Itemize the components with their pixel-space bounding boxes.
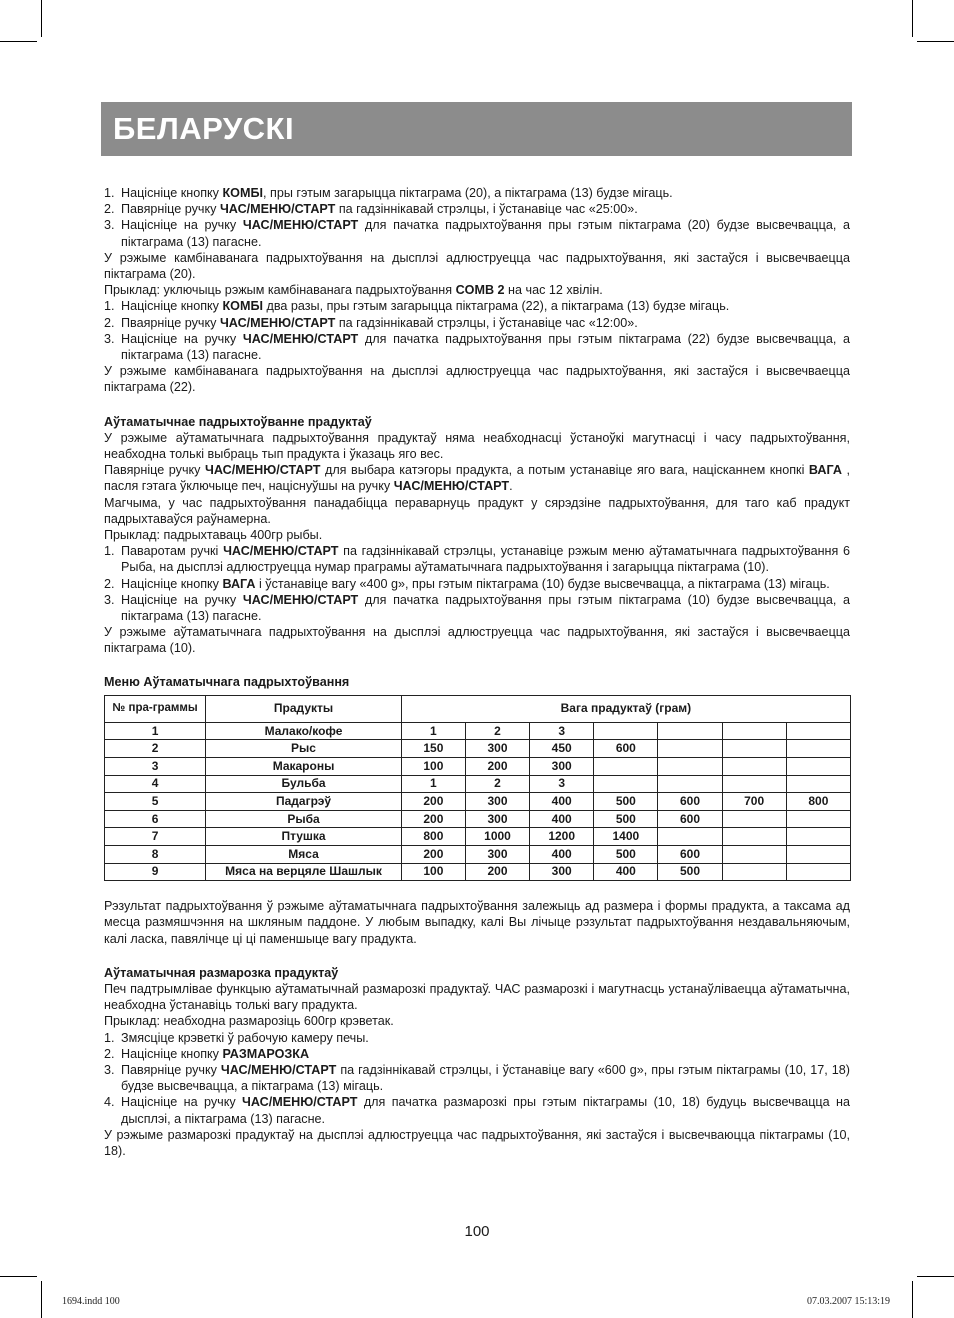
table-cell: [722, 828, 786, 846]
table-cell: 400: [530, 846, 594, 864]
list-text: Пваярніце ручку ЧАС/МЕНЮ/СТАРТ па гадзіннікавай стрэлцы, і ўстанавіце час «12:00».: [121, 315, 638, 330]
table-cell: 2: [465, 722, 529, 740]
table-row: [105, 793, 851, 811]
paragraph: Прыклад: уключыць рэжым камбінаванага падрыхтоўвання COMB 2 на час 12 хвілін.: [104, 283, 603, 298]
table-row: [105, 740, 851, 758]
list-text: Націсніце кнопку РАЗМАРОЗКА: [121, 1046, 310, 1061]
table-cell: 200: [401, 793, 465, 811]
table-cell: Падагрэў: [206, 793, 402, 811]
section-combined-cooking: [104, 185, 850, 396]
list-item: [104, 576, 850, 592]
table-cell: 200: [465, 863, 529, 881]
table-cell: 700: [722, 793, 786, 811]
section-result-note: [104, 898, 850, 947]
file-info: 1694.indd 100: [62, 1296, 120, 1307]
table-cell: Макароны: [206, 758, 402, 776]
crop-mark: [917, 41, 954, 42]
table-cell: 300: [530, 863, 594, 881]
bold-term: ЧАС/МЕНЮ/СТАРТ: [242, 218, 359, 233]
list-text: Націсніце на ручку ЧАС/МЕНЮ/СТАРТ для пачатка падрыхтоўвання пры гэтым піктаграма (22) будзе высвечвацца, а піктаграма (13) пагасне.: [121, 331, 850, 363]
table-cell: 7: [105, 828, 206, 846]
paragraph: Павярніце ручку ЧАС/МЕНЮ/СТАРТ для выбара катэгоры прадукта, а потым устанавіце яго вага, націсканнем кнопкі ВАГА , пасля гэтага ўключыце печ, націснуўшы на ручку ЧАС/МЕНЮ/СТАРТ.: [104, 463, 850, 494]
bold-term: ЧАС/МЕНЮ/СТАРТ: [220, 1063, 337, 1078]
page-number: 100: [464, 1223, 490, 1240]
table-cell: 1: [401, 722, 465, 740]
table-cell: 400: [530, 810, 594, 828]
list-number: 2.: [104, 1046, 115, 1061]
table-cell: [722, 722, 786, 740]
table-cell: [722, 758, 786, 776]
crop-mark: [0, 1276, 37, 1277]
table-cell: 500: [594, 846, 658, 864]
table-cell: [594, 775, 658, 793]
list-number: 1.: [104, 544, 115, 559]
list-item: [104, 1062, 850, 1094]
table-cell: 200: [465, 758, 529, 776]
table-row: [105, 775, 851, 793]
list-item: [104, 543, 850, 575]
timestamp: 07.03.2007 15:13:19: [806, 1296, 890, 1307]
list-item: [104, 185, 850, 201]
table-cell: 2: [105, 740, 206, 758]
list-text: Павярніце ручку ЧАС/МЕНЮ/СТАРТ па гадзіннікавай стрэлцы, і ўстанавіце вагу «600 g», пры гэтым піктаграмы (10, 17, 18) будзе высвечвацца, а піктаграма (13) мігаць.: [121, 1063, 850, 1094]
list-text: Націсніце на ручку ЧАС/МЕНЮ/СТАРТ для пачатка размарозкі пры гэтым піктаграмы (10, 18) будуць высвечвацца на дысплэі, а піктаграма (13) пагасне.: [121, 1095, 850, 1126]
header-bar: [101, 102, 852, 156]
table-cell: [722, 863, 786, 881]
list-item: [104, 201, 850, 217]
table-cell: 2: [465, 775, 529, 793]
table-cell: Бульба: [206, 775, 402, 793]
table-cell: 100: [401, 758, 465, 776]
list-number: 4.: [104, 1095, 115, 1110]
list-text: Паваротам ручкі ЧАС/МЕНЮ/СТАРТ па гадзіннікавай стрэлцы, устанавіце рэжым меню аўтаматычнага падрыхтоўвання 6 Рыба, на дысплэі адлюструецца нумар праграмы аўтаматычнага падрыхтоўвання і загарыцца піктаграма (10).: [121, 544, 851, 575]
paragraph: Магчыма, у час падрыхтоўвання панадабіцца пераварнуць прадукт у сярэдзіне падрыхтоўвання, для таго каб прадукт падрыхтаваўся раўнамерна.: [104, 495, 850, 526]
list-item: [104, 1030, 850, 1046]
bold-term: РАЗМАРОЗКА: [222, 1046, 310, 1061]
column-header: № пра-граммы: [105, 695, 206, 722]
bold-term: COMB 2: [455, 283, 505, 298]
table-cell: 300: [465, 740, 529, 758]
table-cell: [658, 758, 722, 776]
list-number: 1.: [104, 299, 115, 314]
table-cell: [722, 775, 786, 793]
table-cell: [594, 758, 658, 776]
bold-term: ЧАС/МЕНЮ/СТАРТ: [219, 202, 336, 217]
list-text: Націсніце на ручку ЧАС/МЕНЮ/СТАРТ для пачатка падрыхтоўвання пры гэтым піктаграма (10) будзе высвечвацца, а піктаграма (13) пагасне.: [121, 592, 850, 624]
list-item: [104, 1094, 850, 1126]
table-cell: 400: [594, 863, 658, 881]
table-cell: 200: [401, 846, 465, 864]
paragraph: Прыклад: падрыхтаваць 400гр рыбы.: [104, 528, 323, 543]
table-header-row: [105, 695, 851, 722]
paragraph: Прыклад: неабходна размарозіць 600гр крэветак.: [104, 1014, 394, 1029]
column-header: Вага прадуктаў (грам): [401, 695, 850, 722]
table-cell: 3: [105, 758, 206, 776]
table-cell: 500: [594, 793, 658, 811]
table-cell: 300: [465, 810, 529, 828]
bold-term: ВАГА: [222, 576, 256, 591]
table-cell: 150: [401, 740, 465, 758]
list-number: 3.: [104, 331, 115, 346]
table-cell: [786, 758, 850, 776]
table-cell: [722, 740, 786, 758]
list-item: [104, 331, 850, 363]
table-cell: [722, 846, 786, 864]
list-text: Змясціце крэветкі ў рабочую камеру печы.: [121, 1030, 369, 1045]
table-cell: 600: [658, 846, 722, 864]
table-cell: [786, 863, 850, 881]
section-heading: Аўтаматычная размарозка прадуктаў: [104, 965, 339, 980]
table-cell: Мяса: [206, 846, 402, 864]
table-cell: 300: [530, 758, 594, 776]
crop-mark: [917, 1276, 954, 1277]
auto-cook-table: [104, 695, 851, 881]
list-item: [104, 217, 850, 249]
table-cell: 4: [105, 775, 206, 793]
table-cell: 400: [530, 793, 594, 811]
list-number: 1.: [104, 1030, 115, 1045]
crop-mark: [41, 1281, 42, 1318]
crop-mark: [41, 0, 42, 37]
table-cell: 600: [594, 740, 658, 758]
table-cell: [658, 740, 722, 758]
crop-mark: [912, 1281, 913, 1318]
table-cell: 500: [658, 863, 722, 881]
table-cell: 300: [465, 846, 529, 864]
table-row: [105, 863, 851, 881]
list-item: [104, 592, 850, 624]
list-number: 2.: [104, 315, 115, 330]
table-cell: 1: [105, 722, 206, 740]
list-number: 1.: [104, 186, 115, 200]
table-cell: 200: [401, 810, 465, 828]
list-item: [104, 298, 850, 314]
table-row: [105, 810, 851, 828]
list-text: Націсніце кнопку КОМБІ два разы, пры гэтым загарыцца піктаграма (22), а піктаграма (13) будзе мігаць.: [121, 299, 730, 314]
paragraph: Печ падтрымлівае функцыю аўтаматычнай размарозкі прадуктаў. ЧАС размарозкі і магутнасць устанаўліваецца аўтаматычна, неабходна ўстанавіць толькі вагу прадукта.: [104, 982, 850, 1013]
crop-mark: [0, 41, 37, 42]
crop-mark: [912, 0, 913, 37]
table-cell: 800: [786, 793, 850, 811]
table-cell: 600: [658, 810, 722, 828]
table-cell: [786, 810, 850, 828]
table-row: [105, 722, 851, 740]
list-number: 2.: [104, 202, 115, 217]
page-title: БЕЛАРУСКІ: [113, 111, 295, 146]
table-cell: [786, 775, 850, 793]
table-cell: 300: [465, 793, 529, 811]
table-cell: Рыба: [206, 810, 402, 828]
table-cell: 1: [401, 775, 465, 793]
bold-term: ВАГА: [808, 463, 842, 478]
main-content: [104, 185, 850, 1159]
table-cell: 1200: [530, 828, 594, 846]
table-cell: 100: [401, 863, 465, 881]
column-header: Прадукты: [206, 695, 402, 722]
list-item: [104, 315, 850, 331]
bold-term: ЧАС/МЕНЮ/СТАРТ: [219, 315, 336, 330]
table-cell: 1000: [465, 828, 529, 846]
bold-term: ЧАС/МЕНЮ/СТАРТ: [205, 463, 321, 478]
table-row: [105, 846, 851, 864]
table-cell: [786, 828, 850, 846]
section-heading: Аўтаматычнае падрыхтоўванне прадуктаў: [104, 414, 372, 429]
list-text: Націсніце на ручку ЧАС/МЕНЮ/СТАРТ для пачатка падрыхтоўвання пры гэтым піктаграма (20) будзе высвечвацца, а піктаграма (13) пагасне.: [121, 218, 850, 249]
section-auto-defrost: [104, 981, 850, 1159]
table-row: [105, 828, 851, 846]
table-cell: 8: [105, 846, 206, 864]
table-cell: 5: [105, 793, 206, 811]
bold-term: ЧАС/МЕНЮ/СТАРТ: [242, 592, 359, 607]
list-number: 3.: [104, 1063, 115, 1078]
list-text: Павярніце ручку ЧАС/МЕНЮ/СТАРТ па гадзіннікавай стрэлцы, і ўстанавіце час «25:00».: [121, 202, 638, 217]
table-cell: 3: [530, 775, 594, 793]
table-cell: Малако/кофе: [206, 722, 402, 740]
list-number: 3.: [104, 218, 115, 233]
table-cell: [786, 722, 850, 740]
paragraph: У рэжыме аўтаматычнага падрыхтоўвання на дысплэі адлюструецца час падрыхтоўвання, які застаўся і высвечваецца піктаграма (10).: [104, 625, 850, 656]
table-cell: 600: [658, 793, 722, 811]
table-cell: 450: [530, 740, 594, 758]
table-cell: [658, 722, 722, 740]
table-cell: 6: [105, 810, 206, 828]
list-text: Націсніце кнопку КОМБІ, пры гэтым загарыцца піктаграма (20), а піктаграма (13) будзе мігаць.: [121, 186, 673, 200]
list-text: Націсніце кнопку ВАГА і ўстанавіце вагу «400 g», пры гэтым піктаграма (10) будзе высвечвацца, а піктаграма (13) мігаць.: [121, 576, 830, 591]
table-cell: Рыс: [206, 740, 402, 758]
bold-term: КОМБІ: [222, 299, 264, 314]
table-cell: [658, 775, 722, 793]
table-cell: Птушка: [206, 828, 402, 846]
list-item: [104, 1046, 850, 1062]
table-cell: [658, 828, 722, 846]
bold-term: ЧАС/МЕНЮ/СТАРТ: [242, 1095, 358, 1110]
table-cell: 9: [105, 863, 206, 881]
bold-term: ЧАС/МЕНЮ/СТАРТ: [223, 544, 339, 559]
table-cell: [722, 810, 786, 828]
paragraph: У рэжыме камбінаванага падрыхтоўвання на дысплэі адлюструецца час падрыхтоўвання, які застаўся і высвечваецца піктаграма (20).: [104, 250, 850, 282]
paragraph: У рэжыме камбінаванага падрыхтоўвання на дысплэі адлюструецца час падрыхтоўвання, які застаўся і высвечваецца піктаграма (22).: [104, 364, 850, 395]
table-cell: 1400: [594, 828, 658, 846]
paragraph: Рэзультат падрыхтоўвання ў рэжыме аўтаматычнага падрыхтоўвання залежыць ад размера і формы прадукта, а таксама ад месца размяшчэння на шкляным паддоне. У любым выпадку, калі Вы лічыце рэзультат падрыхтоўвання нездавальняючым, калі ласка, павялічце ці ці паменшыце вагу прадукта.: [104, 899, 850, 946]
table-cell: [594, 722, 658, 740]
table-cell: [786, 846, 850, 864]
table-cell: 800: [401, 828, 465, 846]
table-cell: [786, 740, 850, 758]
bold-term: КОМБІ: [222, 186, 264, 200]
table-row: [105, 758, 851, 776]
table-cell: Мяса на верцяле Шашлык: [206, 863, 402, 881]
list-number: 3.: [104, 592, 115, 607]
paragraph: У рэжыме размарозкі прадуктаў на дысплэі адлюструецца час падрыхтоўвання, які застаўся і высвечваюцца піктаграмы (10, 18).: [104, 1127, 850, 1159]
list-number: 2.: [104, 576, 115, 591]
table-cell: 500: [594, 810, 658, 828]
table-heading: Меню Аўтаматычнага падрыхтоўвання: [104, 674, 350, 689]
table-cell: 3: [530, 722, 594, 740]
paragraph: У рэжыме аўтаматычнага падрыхтоўвання прадуктаў няма неабходнасці ўстаноўкі магутнасці і часу падрыхтоўвання, неабходна толькі выбраць тып прадукта і ўказаць яго вес.: [104, 430, 850, 462]
bold-term: ЧАС/МЕНЮ/СТАРТ: [242, 331, 359, 346]
section-auto-cooking: [104, 430, 850, 657]
bold-term: ЧАС/МЕНЮ/СТАРТ: [393, 479, 510, 494]
